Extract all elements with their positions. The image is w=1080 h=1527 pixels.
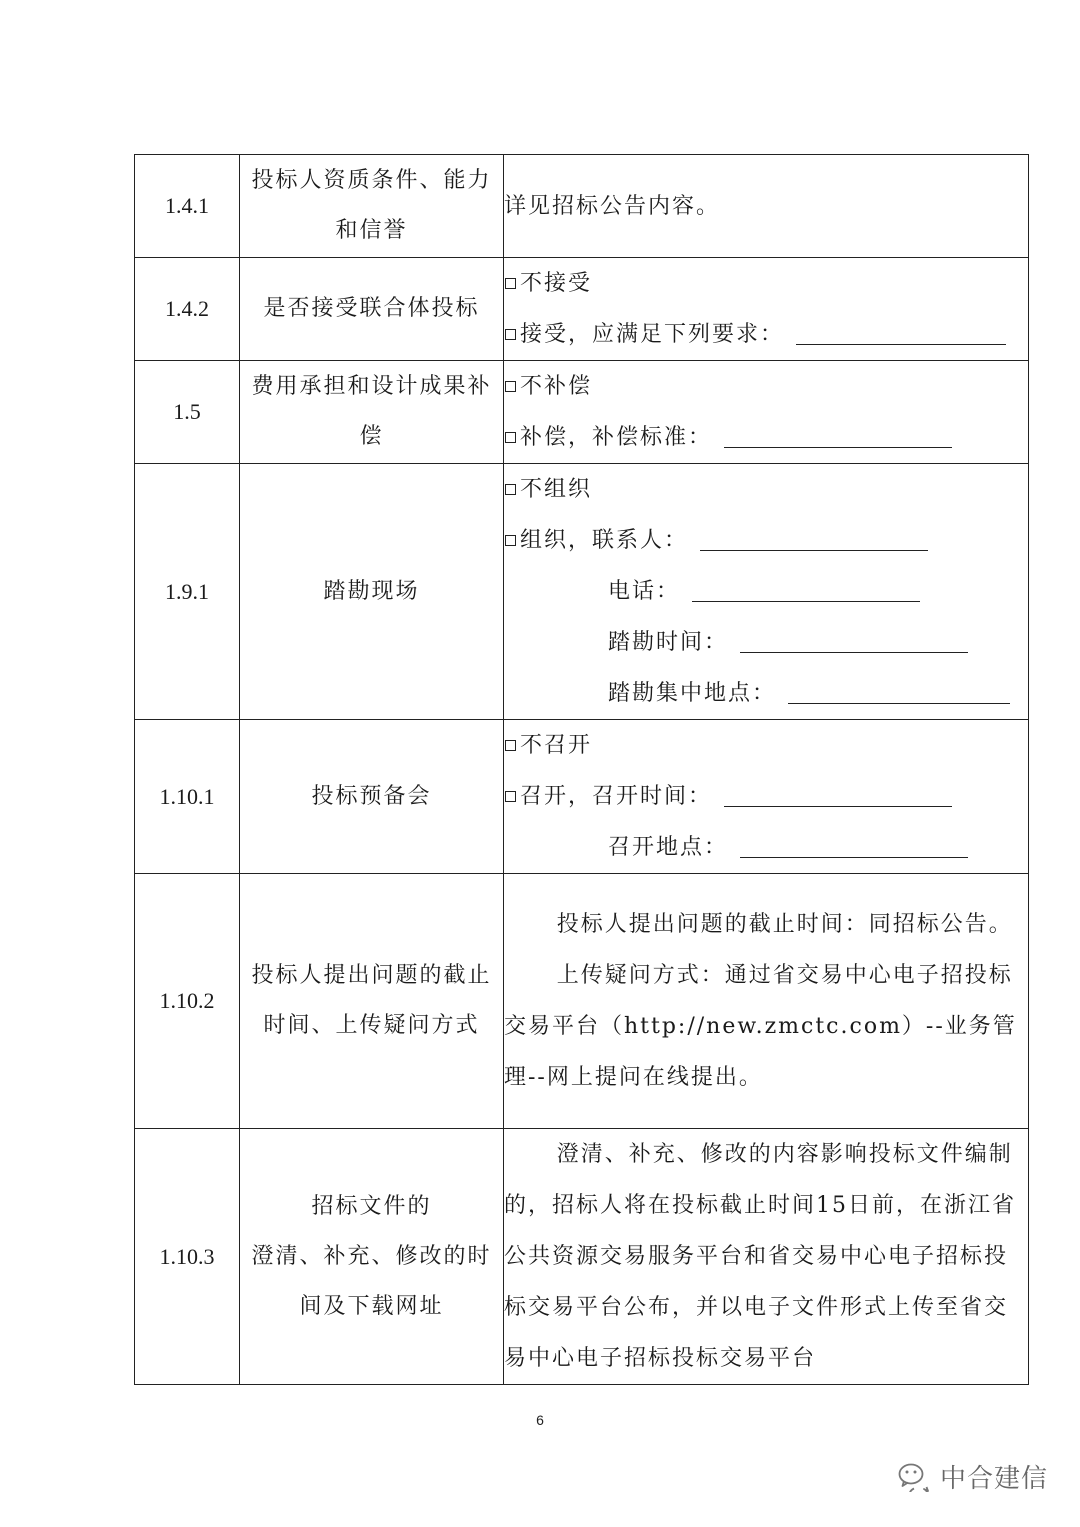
fill-in-blank bbox=[724, 806, 952, 807]
fill-in-blank bbox=[700, 550, 928, 551]
item-line: 招标文件的 bbox=[311, 1193, 432, 1219]
row-content bbox=[504, 720, 1029, 874]
fill-in-blank bbox=[788, 703, 1010, 704]
fill-in-blank bbox=[796, 344, 1006, 345]
content-paragraph: 上传疑问方式：通过省交易中心电子招投标交易平台（http://new.zmctc.com）--业务管理--网上提问在线提出。 bbox=[504, 963, 1017, 1090]
field-line bbox=[504, 566, 1028, 617]
table-row bbox=[135, 874, 1029, 1129]
row-content bbox=[504, 1129, 1029, 1385]
option-line bbox=[504, 464, 1028, 515]
bid-info-table bbox=[134, 154, 1029, 1385]
option-label: 召开，召开时间： bbox=[520, 784, 713, 809]
row-number: 1.4.2 bbox=[135, 258, 240, 361]
option-label: 组织，联系人： bbox=[520, 528, 689, 553]
row-number: 1.4.1 bbox=[135, 155, 240, 258]
row-content bbox=[504, 258, 1029, 361]
checkbox-icon bbox=[505, 791, 516, 802]
table-row bbox=[135, 361, 1029, 464]
option-line bbox=[504, 309, 1028, 360]
option-line bbox=[504, 361, 1028, 412]
field-label: 踏勘时间： bbox=[608, 630, 729, 655]
checkbox-icon bbox=[505, 329, 516, 340]
row-content bbox=[504, 155, 1029, 258]
row-number: 1.5 bbox=[135, 361, 240, 464]
row-content bbox=[504, 464, 1029, 720]
option-line bbox=[504, 720, 1028, 771]
row-item: 踏勘现场 bbox=[240, 464, 504, 720]
row-number: 1.10.2 bbox=[135, 874, 240, 1129]
option-label: 不召开 bbox=[520, 733, 593, 758]
option-label: 不接受 bbox=[520, 271, 593, 296]
field-label: 电话： bbox=[608, 579, 681, 604]
checkbox-icon bbox=[505, 484, 516, 495]
item-line: 澄清、补充、修改的时间及下载网址 bbox=[251, 1243, 492, 1319]
checkbox-icon bbox=[505, 278, 516, 289]
field-line bbox=[504, 822, 1028, 873]
fill-in-blank bbox=[740, 652, 968, 653]
table-row bbox=[135, 464, 1029, 720]
table-row bbox=[135, 1129, 1029, 1385]
watermark bbox=[898, 1458, 1048, 1495]
row-item: 投标预备会 bbox=[240, 720, 504, 874]
wechat-icon bbox=[898, 1462, 932, 1492]
row-content bbox=[504, 361, 1029, 464]
row-item: 是否接受联合体投标 bbox=[240, 258, 504, 361]
option-line bbox=[504, 412, 1028, 463]
option-line bbox=[504, 771, 1028, 822]
field-line bbox=[504, 668, 1028, 719]
table-row bbox=[135, 155, 1029, 258]
row-number: 1.10.3 bbox=[135, 1129, 240, 1385]
row-item: 投标人提出问题的截止时间、上传疑问方式 bbox=[240, 874, 504, 1129]
content-paragraph: 澄清、补充、修改的内容影响投标文件编制的，招标人将在投标截止时间15日前，在浙江省公共资源交易服务平台和省交易中心电子招标投标交易平台公布，并以电子文件形式上传至省交易中心电子招标投标交易平台 bbox=[504, 1142, 1016, 1371]
option-label: 接受，应满足下列要求： bbox=[520, 322, 785, 347]
watermark-text: 中合建信 bbox=[940, 1464, 1049, 1494]
option-label: 补偿，补偿标准： bbox=[520, 425, 713, 450]
field-label: 踏勘集中地点： bbox=[608, 681, 777, 706]
checkbox-icon bbox=[505, 432, 516, 443]
table-row bbox=[135, 258, 1029, 361]
page-number: 6 bbox=[536, 1412, 544, 1428]
row-item: 投标人资质条件、能力和信誉 bbox=[240, 155, 504, 258]
fill-in-blank bbox=[724, 447, 952, 448]
option-line bbox=[504, 515, 1028, 566]
fill-in-blank bbox=[740, 857, 968, 858]
row-item: 费用承担和设计成果补偿 bbox=[240, 361, 504, 464]
fill-in-blank bbox=[692, 601, 920, 602]
row-item bbox=[240, 1129, 504, 1385]
row-number: 1.10.1 bbox=[135, 720, 240, 874]
content-paragraph: 投标人提出问题的截止时间：同招标公告。 bbox=[556, 912, 1013, 937]
checkbox-icon bbox=[505, 381, 516, 392]
option-line bbox=[504, 258, 1028, 309]
option-label: 不组织 bbox=[520, 477, 593, 502]
row-content bbox=[504, 874, 1029, 1129]
content-text: 详见招标公告内容。 bbox=[504, 193, 721, 219]
field-line bbox=[504, 617, 1028, 668]
option-label: 不补偿 bbox=[520, 374, 593, 399]
checkbox-icon bbox=[505, 535, 516, 546]
table-row bbox=[135, 720, 1029, 874]
row-number: 1.9.1 bbox=[135, 464, 240, 720]
checkbox-icon bbox=[505, 740, 516, 751]
field-label: 召开地点： bbox=[608, 835, 729, 860]
